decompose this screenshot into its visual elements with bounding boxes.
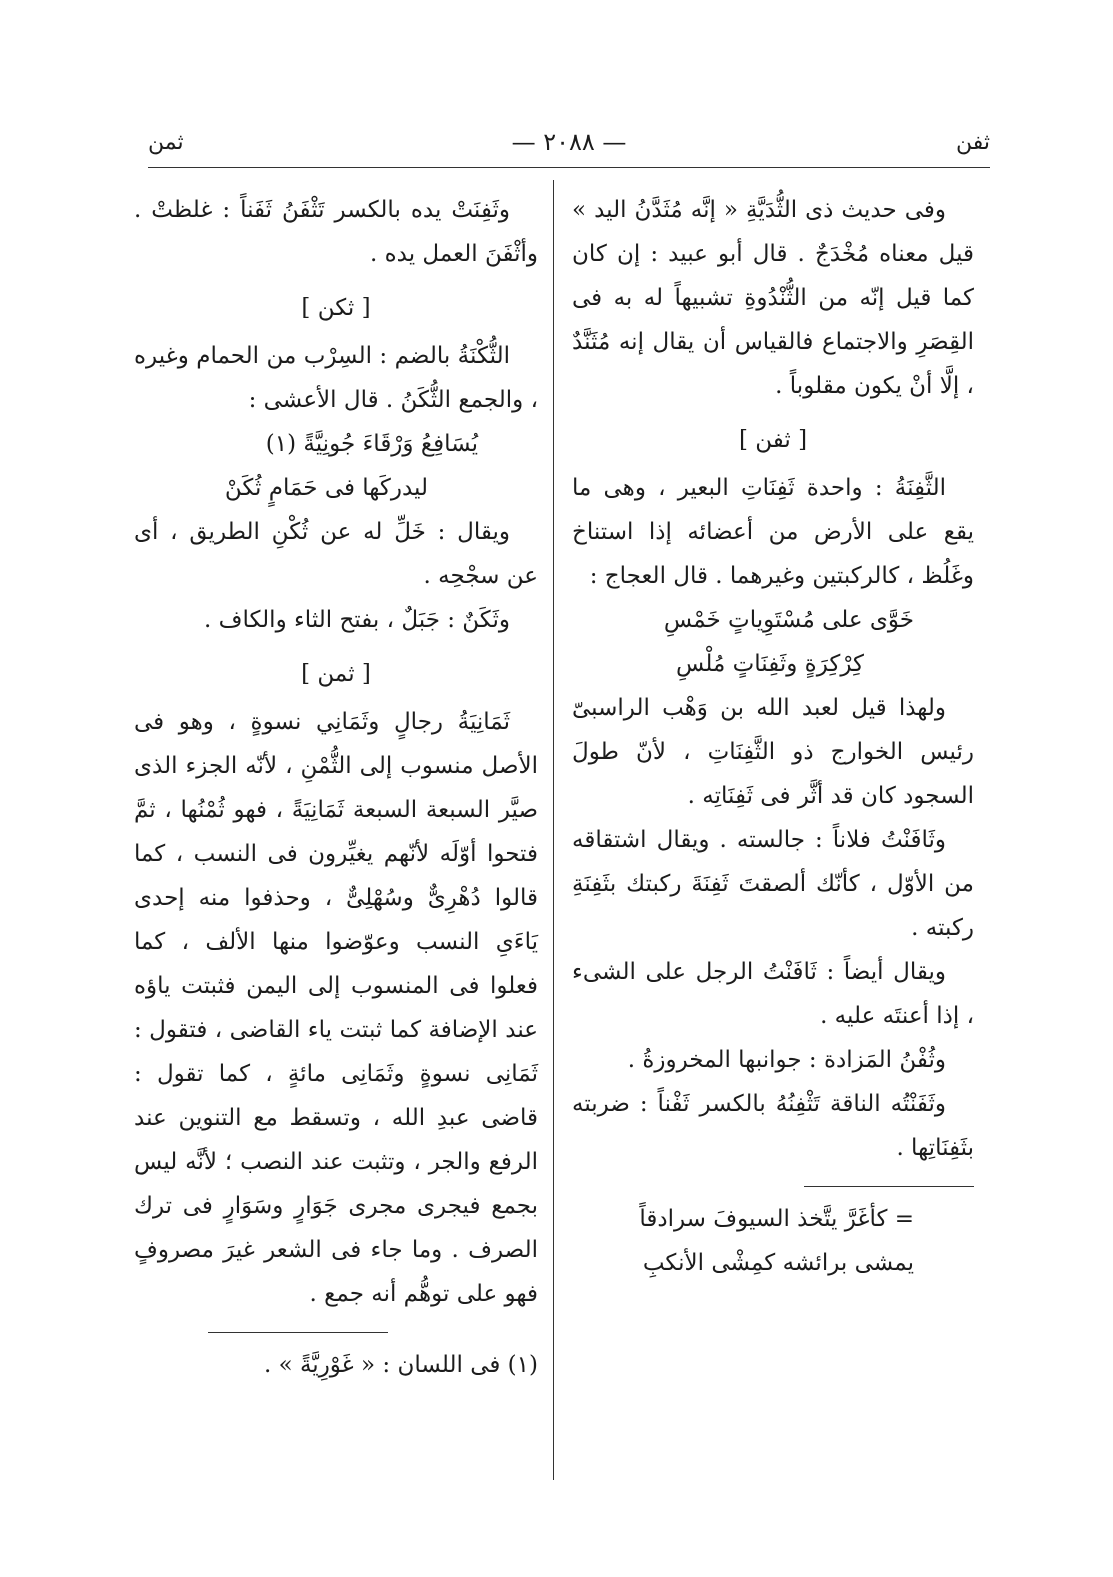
left-column <box>134 188 538 1478</box>
footnote-verse: يمشى برائشه كمِشْى الأنكبِ <box>642 1250 914 1276</box>
entry-paragraph: وثُفْنُ المَزادة : جوانبها المخروزةُ . <box>627 1047 946 1073</box>
entry-paragraph: الثُّكْنَةُ بالضم : السِرْب من الحمام وغيره ، والجمع الثُّكَنُ . قال الأعشى : <box>134 343 538 413</box>
page-header <box>148 128 990 168</box>
verse-line: خَوَّى على مُسْتَوِياتٍ خَمْسِ <box>663 607 914 633</box>
entry-paragraph: وثَكَنٌ : جَبَلٌ ، بفتح الثاء والكاف . <box>204 607 510 633</box>
entry-heading: [ ثكن ] <box>301 295 371 321</box>
entry-paragraph: الثَّفِنَةُ : واحدة ثَفِنَاتِ البعير ، وهى ما يقع على الأرض من أعضائه إذا استناخ وغَلُظ ، كالركبتين وغيرهما . قال العجاج : <box>572 475 974 589</box>
entry-paragraph: وثَفِنَتْ يده بالكسر تَثْفَنُ ثَفَناً : غلظتْ . وأثْفَنَ العمل يده . <box>134 197 538 267</box>
header-rule <box>148 167 990 168</box>
entry-paragraph: وفى حديث ذى الثُّدَيَّةِ « إنَّه مُثَدَّنُ اليد » قيل معناه مُخْدَجٌ . قال أبو عبيد : إن كان كما قيل إنّه من الثُّنْدُوةِ تشبيهاً له به فى القِصَرِ والاجتماع فالقياس أن يقال إنه مُثَنَّدٌ ، إلَّا أنْ يكون مقلوباً . <box>572 197 974 399</box>
footnote-rule <box>208 1332 388 1333</box>
column-divider <box>553 180 554 1480</box>
entry-paragraph: ولهذا قيل لعبد الله بن وَهْب الراسبىّ رئيس الخوارج ذو الثَّفِنَاتِ ، لأنّ طولَ السجود كان قد أثَّر فى ثَفِنَاتِه . <box>572 695 974 809</box>
footnote-rule <box>804 1186 974 1187</box>
running-headword-right: ثفن <box>956 130 990 155</box>
page-number: — ٢٠٨٨ — <box>511 128 627 156</box>
entry-paragraph: ويقال أيضاً : ثَافَنْتُ الرجل على الشىء ، إذا أعنتَه عليه . <box>572 959 974 1029</box>
entry-paragraph: ثَمَانِيَةُ رجالٍ وثَمَانِي نسوةٍ ، وهو فى الأصل منسوب إلى الثُّمْنِ ، لأنّه الجزء الذى صيَّر السبعة السبعة ثَمَانِيَةً ، فهو ثُمْنُها ، ثمَّ فتحوا أوّلَه لأنّهم يغيِّرون فى النسب ، كما قالوا دُهْرِىٌّ وسُهْلِىٌّ ، وحذفوا منه إحدى يَاءَىِ النسب وعوّضوا منها الألف ، كما فعلوا فى المنسوب إلى اليمن فثبتت ياؤه عند الإضافة كما ثبتت ياء القاضى ، فتقول : ثَمَانِى نسوةٍ وثَمَانِى مائةٍ ، كما تقول : قاضى عبدِ الله ، وتسقط مع التنوين عند الرفع والجر ، وتثبت عند النصب ؛ لأنَّه ليس بجمع فيجرى مجرى جَوَارٍ وسَوَارٍ فى ترك الصرف . وما جاء فى الشعر غيرَ مصروفٍ فهو على توهُّم أنه جمع . <box>134 709 538 1307</box>
verse-line: كِرْكِرَةٍ وثَفِنَاتٍ مُلْسِ <box>676 651 864 677</box>
footnote-verse: = كأغَرَّ يتَّخذ السيوفَ سرادقاً <box>639 1206 914 1232</box>
verse-line: ليدركَها فى حَمَامٍ ثُكَنْ <box>224 475 428 501</box>
entry-paragraph: ويقال : خَلِّ له عن ثُكْنِ الطريق ، أى عن سجْحِه . <box>134 519 538 589</box>
entry-heading: [ ثمن ] <box>301 661 371 687</box>
entry-paragraph: وثَافَنْتُ فلاناً : جالسته . ويقال اشتقاقه من الأوّل ، كأنّك ألصقتَ ثَفِنَةَ ركبتك بثَفِنَةِ ركبته . <box>572 827 974 941</box>
footnote: (١) فى اللسان : « غَوْرِيَّةً » . <box>263 1352 538 1378</box>
verse-line: يُسَافِعُ وَرْقَاءَ جُونِيَّةً (١) <box>265 431 478 457</box>
running-headword-left: ثمن <box>148 130 184 155</box>
entry-heading: [ ثفن ] <box>738 427 808 453</box>
right-column <box>572 188 974 1478</box>
entry-paragraph: وثَفَنْتُه الناقة تَثْفِنُهُ بالكسر ثَفْناً : ضربته بثَفِنَاتِها . <box>572 1091 974 1161</box>
